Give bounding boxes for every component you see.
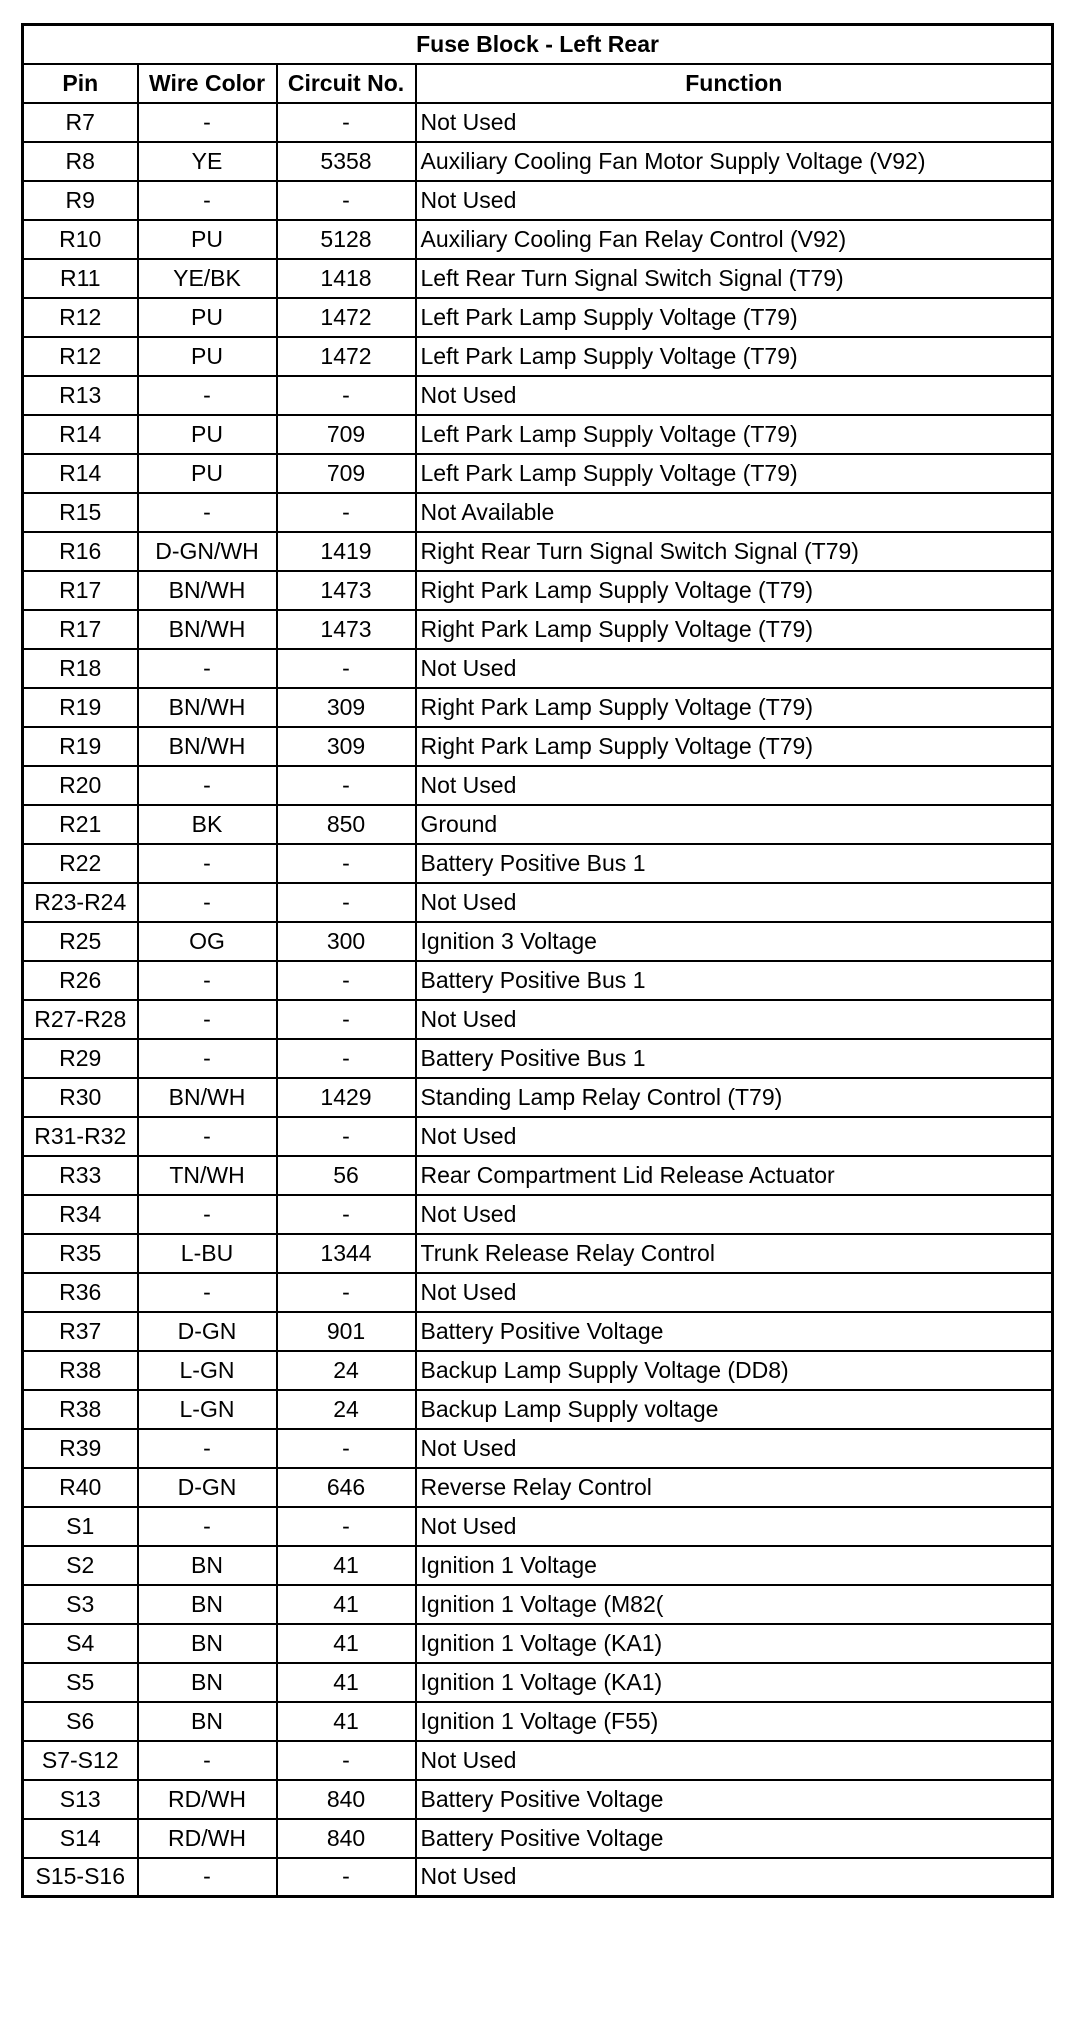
pin-cell: R13 <box>23 376 138 415</box>
function-cell: Battery Positive Bus 1 <box>416 961 1053 1000</box>
header-wire-color: Wire Color <box>138 64 277 103</box>
circuit-number-cell: - <box>277 1858 416 1897</box>
function-cell: Battery Positive Bus 1 <box>416 1039 1053 1078</box>
wire-color-cell: - <box>138 1000 277 1039</box>
pin-cell: R30 <box>23 1078 138 1117</box>
table-row <box>23 103 1053 142</box>
pin-cell: R15 <box>23 493 138 532</box>
function-cell: Ignition 1 Voltage (KA1) <box>416 1663 1053 1702</box>
pin-cell: R19 <box>23 727 138 766</box>
pin-cell: S1 <box>23 1507 138 1546</box>
circuit-number-cell: 840 <box>277 1780 416 1819</box>
function-cell: Auxiliary Cooling Fan Motor Supply Voltage (V92) <box>416 142 1053 181</box>
function-cell: Ignition 1 Voltage (M82( <box>416 1585 1053 1624</box>
circuit-number-cell: 709 <box>277 454 416 493</box>
circuit-number-cell: - <box>277 493 416 532</box>
circuit-number-cell: - <box>277 883 416 922</box>
circuit-number-cell: 1429 <box>277 1078 416 1117</box>
wire-color-cell: D-GN/WH <box>138 532 277 571</box>
table-row <box>23 1741 1053 1780</box>
wire-color-cell: - <box>138 844 277 883</box>
pin-cell: S15-S16 <box>23 1858 138 1897</box>
table-row <box>23 1234 1053 1273</box>
function-cell: Not Used <box>416 1507 1053 1546</box>
wire-color-cell: BN <box>138 1663 277 1702</box>
table-row <box>23 727 1053 766</box>
function-cell: Not Used <box>416 1858 1053 1897</box>
wire-color-cell: - <box>138 1507 277 1546</box>
circuit-number-cell: - <box>277 1273 416 1312</box>
circuit-number-cell: 646 <box>277 1468 416 1507</box>
function-cell: Not Used <box>416 1000 1053 1039</box>
pin-cell: R37 <box>23 1312 138 1351</box>
table-title: Fuse Block - Left Rear <box>23 25 1053 64</box>
pin-cell: R10 <box>23 220 138 259</box>
wire-color-cell: BN <box>138 1624 277 1663</box>
header-circuit-no: Circuit No. <box>277 64 416 103</box>
wire-color-cell: - <box>138 649 277 688</box>
pin-cell: R14 <box>23 454 138 493</box>
wire-color-cell: L-BU <box>138 1234 277 1273</box>
circuit-number-cell: - <box>277 103 416 142</box>
function-cell: Rear Compartment Lid Release Actuator <box>416 1156 1053 1195</box>
table-row <box>23 1039 1053 1078</box>
wire-color-cell: BN/WH <box>138 688 277 727</box>
pin-cell: R35 <box>23 1234 138 1273</box>
wire-color-cell: - <box>138 1039 277 1078</box>
function-cell: Backup Lamp Supply Voltage (DD8) <box>416 1351 1053 1390</box>
table-row <box>23 1312 1053 1351</box>
table-row <box>23 922 1053 961</box>
function-cell: Battery Positive Bus 1 <box>416 844 1053 883</box>
circuit-number-cell: - <box>277 844 416 883</box>
table-row <box>23 1078 1053 1117</box>
pin-cell: R12 <box>23 337 138 376</box>
function-cell: Ignition 1 Voltage (F55) <box>416 1702 1053 1741</box>
circuit-number-cell: 309 <box>277 688 416 727</box>
table-body <box>23 103 1053 1897</box>
circuit-number-cell: - <box>277 1039 416 1078</box>
circuit-number-cell: 1473 <box>277 610 416 649</box>
circuit-number-cell: 850 <box>277 805 416 844</box>
wire-color-cell: BN <box>138 1546 277 1585</box>
circuit-number-cell: - <box>277 961 416 1000</box>
table-row <box>23 1819 1053 1858</box>
circuit-number-cell: 1418 <box>277 259 416 298</box>
circuit-number-cell: 840 <box>277 1819 416 1858</box>
function-cell: Ignition 1 Voltage (KA1) <box>416 1624 1053 1663</box>
pin-cell: R21 <box>23 805 138 844</box>
wire-color-cell: OG <box>138 922 277 961</box>
pin-cell: R23-R24 <box>23 883 138 922</box>
fuse-block-table <box>21 23 1054 1898</box>
wire-color-cell: - <box>138 961 277 1000</box>
pin-cell: R8 <box>23 142 138 181</box>
function-cell: Not Used <box>416 181 1053 220</box>
function-cell: Not Used <box>416 1195 1053 1234</box>
pin-cell: R20 <box>23 766 138 805</box>
table-row <box>23 688 1053 727</box>
function-cell: Right Park Lamp Supply Voltage (T79) <box>416 571 1053 610</box>
wire-color-cell: - <box>138 103 277 142</box>
function-cell: Not Used <box>416 1117 1053 1156</box>
table-row <box>23 181 1053 220</box>
function-cell: Battery Positive Voltage <box>416 1312 1053 1351</box>
wire-color-cell: L-GN <box>138 1351 277 1390</box>
circuit-number-cell: 24 <box>277 1390 416 1429</box>
table-row <box>23 1273 1053 1312</box>
pin-cell: S14 <box>23 1819 138 1858</box>
circuit-number-cell: - <box>277 181 416 220</box>
function-cell: Not Used <box>416 883 1053 922</box>
pin-cell: S13 <box>23 1780 138 1819</box>
table-row <box>23 1780 1053 1819</box>
pin-cell: S4 <box>23 1624 138 1663</box>
function-cell: Not Available <box>416 493 1053 532</box>
pin-cell: S7-S12 <box>23 1741 138 1780</box>
wire-color-cell: PU <box>138 337 277 376</box>
wire-color-cell: BN/WH <box>138 1078 277 1117</box>
table-row <box>23 649 1053 688</box>
circuit-number-cell: - <box>277 1117 416 1156</box>
pin-cell: R25 <box>23 922 138 961</box>
function-cell: Not Used <box>416 649 1053 688</box>
circuit-number-cell: 41 <box>277 1585 416 1624</box>
circuit-number-cell: 1419 <box>277 532 416 571</box>
function-cell: Right Park Lamp Supply Voltage (T79) <box>416 610 1053 649</box>
table-row <box>23 1429 1053 1468</box>
circuit-number-cell: 5358 <box>277 142 416 181</box>
pin-cell: R39 <box>23 1429 138 1468</box>
wire-color-cell: BN <box>138 1585 277 1624</box>
pin-cell: R40 <box>23 1468 138 1507</box>
pin-cell: R11 <box>23 259 138 298</box>
wire-color-cell: - <box>138 493 277 532</box>
table-row <box>23 883 1053 922</box>
pin-cell: R12 <box>23 298 138 337</box>
pin-cell: R9 <box>23 181 138 220</box>
circuit-number-cell: 41 <box>277 1624 416 1663</box>
wire-color-cell: - <box>138 1195 277 1234</box>
circuit-number-cell: - <box>277 376 416 415</box>
pin-cell: R22 <box>23 844 138 883</box>
wire-color-cell: YE/BK <box>138 259 277 298</box>
table-row <box>23 1585 1053 1624</box>
pin-cell: R29 <box>23 1039 138 1078</box>
pin-cell: S2 <box>23 1546 138 1585</box>
pin-cell: R38 <box>23 1390 138 1429</box>
circuit-number-cell: 5128 <box>277 220 416 259</box>
circuit-number-cell: 24 <box>277 1351 416 1390</box>
pin-cell: R14 <box>23 415 138 454</box>
circuit-number-cell: - <box>277 649 416 688</box>
table-row <box>23 259 1053 298</box>
table-row <box>23 493 1053 532</box>
table-row <box>23 1351 1053 1390</box>
table-row <box>23 1468 1053 1507</box>
function-cell: Not Used <box>416 1273 1053 1312</box>
wire-color-cell: D-GN <box>138 1468 277 1507</box>
circuit-number-cell: - <box>277 766 416 805</box>
table-row <box>23 1000 1053 1039</box>
circuit-number-cell: - <box>277 1429 416 1468</box>
table-row <box>23 298 1053 337</box>
wire-color-cell: - <box>138 1273 277 1312</box>
function-cell: Ignition 3 Voltage <box>416 922 1053 961</box>
function-cell: Right Park Lamp Supply Voltage (T79) <box>416 727 1053 766</box>
table-row <box>23 220 1053 259</box>
function-cell: Right Rear Turn Signal Switch Signal (T79) <box>416 532 1053 571</box>
function-cell: Left Park Lamp Supply Voltage (T79) <box>416 454 1053 493</box>
wire-color-cell: TN/WH <box>138 1156 277 1195</box>
table-row <box>23 376 1053 415</box>
wire-color-cell: BN <box>138 1702 277 1741</box>
function-cell: Battery Positive Voltage <box>416 1780 1053 1819</box>
pin-cell: R33 <box>23 1156 138 1195</box>
function-cell: Backup Lamp Supply voltage <box>416 1390 1053 1429</box>
table-row <box>23 571 1053 610</box>
function-cell: Reverse Relay Control <box>416 1468 1053 1507</box>
wire-color-cell: - <box>138 1117 277 1156</box>
circuit-number-cell: 300 <box>277 922 416 961</box>
circuit-number-cell: 41 <box>277 1702 416 1741</box>
wire-color-cell: PU <box>138 220 277 259</box>
function-cell: Battery Positive Voltage <box>416 1819 1053 1858</box>
pin-cell: S3 <box>23 1585 138 1624</box>
table-row <box>23 1663 1053 1702</box>
wire-color-cell: - <box>138 1429 277 1468</box>
wire-color-cell: L-GN <box>138 1390 277 1429</box>
function-cell: Left Rear Turn Signal Switch Signal (T79) <box>416 259 1053 298</box>
function-cell: Standing Lamp Relay Control (T79) <box>416 1078 1053 1117</box>
pin-cell: R17 <box>23 610 138 649</box>
pin-cell: R38 <box>23 1351 138 1390</box>
pin-cell: R34 <box>23 1195 138 1234</box>
circuit-number-cell: - <box>277 1195 416 1234</box>
wire-color-cell: BN/WH <box>138 610 277 649</box>
wire-color-cell: - <box>138 766 277 805</box>
table-row <box>23 1858 1053 1897</box>
header-row <box>23 64 1053 103</box>
circuit-number-cell: 1472 <box>277 337 416 376</box>
circuit-number-cell: 1473 <box>277 571 416 610</box>
wire-color-cell: YE <box>138 142 277 181</box>
circuit-number-cell: 901 <box>277 1312 416 1351</box>
pin-cell: R16 <box>23 532 138 571</box>
circuit-number-cell: - <box>277 1507 416 1546</box>
function-cell: Auxiliary Cooling Fan Relay Control (V92) <box>416 220 1053 259</box>
circuit-number-cell: 41 <box>277 1663 416 1702</box>
circuit-number-cell: 56 <box>277 1156 416 1195</box>
circuit-number-cell: - <box>277 1000 416 1039</box>
function-cell: Right Park Lamp Supply Voltage (T79) <box>416 688 1053 727</box>
circuit-number-cell: - <box>277 1741 416 1780</box>
pin-cell: S6 <box>23 1702 138 1741</box>
pin-cell: R7 <box>23 103 138 142</box>
pin-cell: S5 <box>23 1663 138 1702</box>
table-row <box>23 766 1053 805</box>
function-cell: Not Used <box>416 103 1053 142</box>
pin-cell: R18 <box>23 649 138 688</box>
wire-color-cell: RD/WH <box>138 1819 277 1858</box>
wire-color-cell: BN/WH <box>138 727 277 766</box>
header-pin: Pin <box>23 64 138 103</box>
circuit-number-cell: 1472 <box>277 298 416 337</box>
table-row <box>23 961 1053 1000</box>
circuit-number-cell: 309 <box>277 727 416 766</box>
function-cell: Left Park Lamp Supply Voltage (T79) <box>416 298 1053 337</box>
wire-color-cell: D-GN <box>138 1312 277 1351</box>
wire-color-cell: - <box>138 181 277 220</box>
table-row <box>23 1195 1053 1234</box>
table-row <box>23 1546 1053 1585</box>
function-cell: Ground <box>416 805 1053 844</box>
table-row <box>23 1390 1053 1429</box>
wire-color-cell: PU <box>138 298 277 337</box>
table-row <box>23 1117 1053 1156</box>
table-row <box>23 1624 1053 1663</box>
circuit-number-cell: 1344 <box>277 1234 416 1273</box>
function-cell: Not Used <box>416 766 1053 805</box>
pin-cell: R19 <box>23 688 138 727</box>
table-row <box>23 415 1053 454</box>
table-row <box>23 142 1053 181</box>
wire-color-cell: PU <box>138 415 277 454</box>
header-function: Function <box>416 64 1053 103</box>
table-row <box>23 1702 1053 1741</box>
wire-color-cell: BN/WH <box>138 571 277 610</box>
table-row <box>23 805 1053 844</box>
function-cell: Left Park Lamp Supply Voltage (T79) <box>416 415 1053 454</box>
circuit-number-cell: 41 <box>277 1546 416 1585</box>
function-cell: Not Used <box>416 376 1053 415</box>
pin-cell: R26 <box>23 961 138 1000</box>
wire-color-cell: - <box>138 1858 277 1897</box>
table-row <box>23 844 1053 883</box>
pin-cell: R36 <box>23 1273 138 1312</box>
wire-color-cell: BK <box>138 805 277 844</box>
pin-cell: R17 <box>23 571 138 610</box>
table-row <box>23 1156 1053 1195</box>
wire-color-cell: - <box>138 1741 277 1780</box>
wire-color-cell: - <box>138 883 277 922</box>
function-cell: Trunk Release Relay Control <box>416 1234 1053 1273</box>
wire-color-cell: - <box>138 376 277 415</box>
pin-cell: R31-R32 <box>23 1117 138 1156</box>
table-row <box>23 610 1053 649</box>
wire-color-cell: RD/WH <box>138 1780 277 1819</box>
circuit-number-cell: 709 <box>277 415 416 454</box>
wire-color-cell: PU <box>138 454 277 493</box>
title-row <box>23 25 1053 64</box>
table-row <box>23 337 1053 376</box>
table-row <box>23 1507 1053 1546</box>
function-cell: Not Used <box>416 1429 1053 1468</box>
table-row <box>23 532 1053 571</box>
function-cell: Not Used <box>416 1741 1053 1780</box>
function-cell: Ignition 1 Voltage <box>416 1546 1053 1585</box>
table-row <box>23 454 1053 493</box>
function-cell: Left Park Lamp Supply Voltage (T79) <box>416 337 1053 376</box>
pin-cell: R27-R28 <box>23 1000 138 1039</box>
